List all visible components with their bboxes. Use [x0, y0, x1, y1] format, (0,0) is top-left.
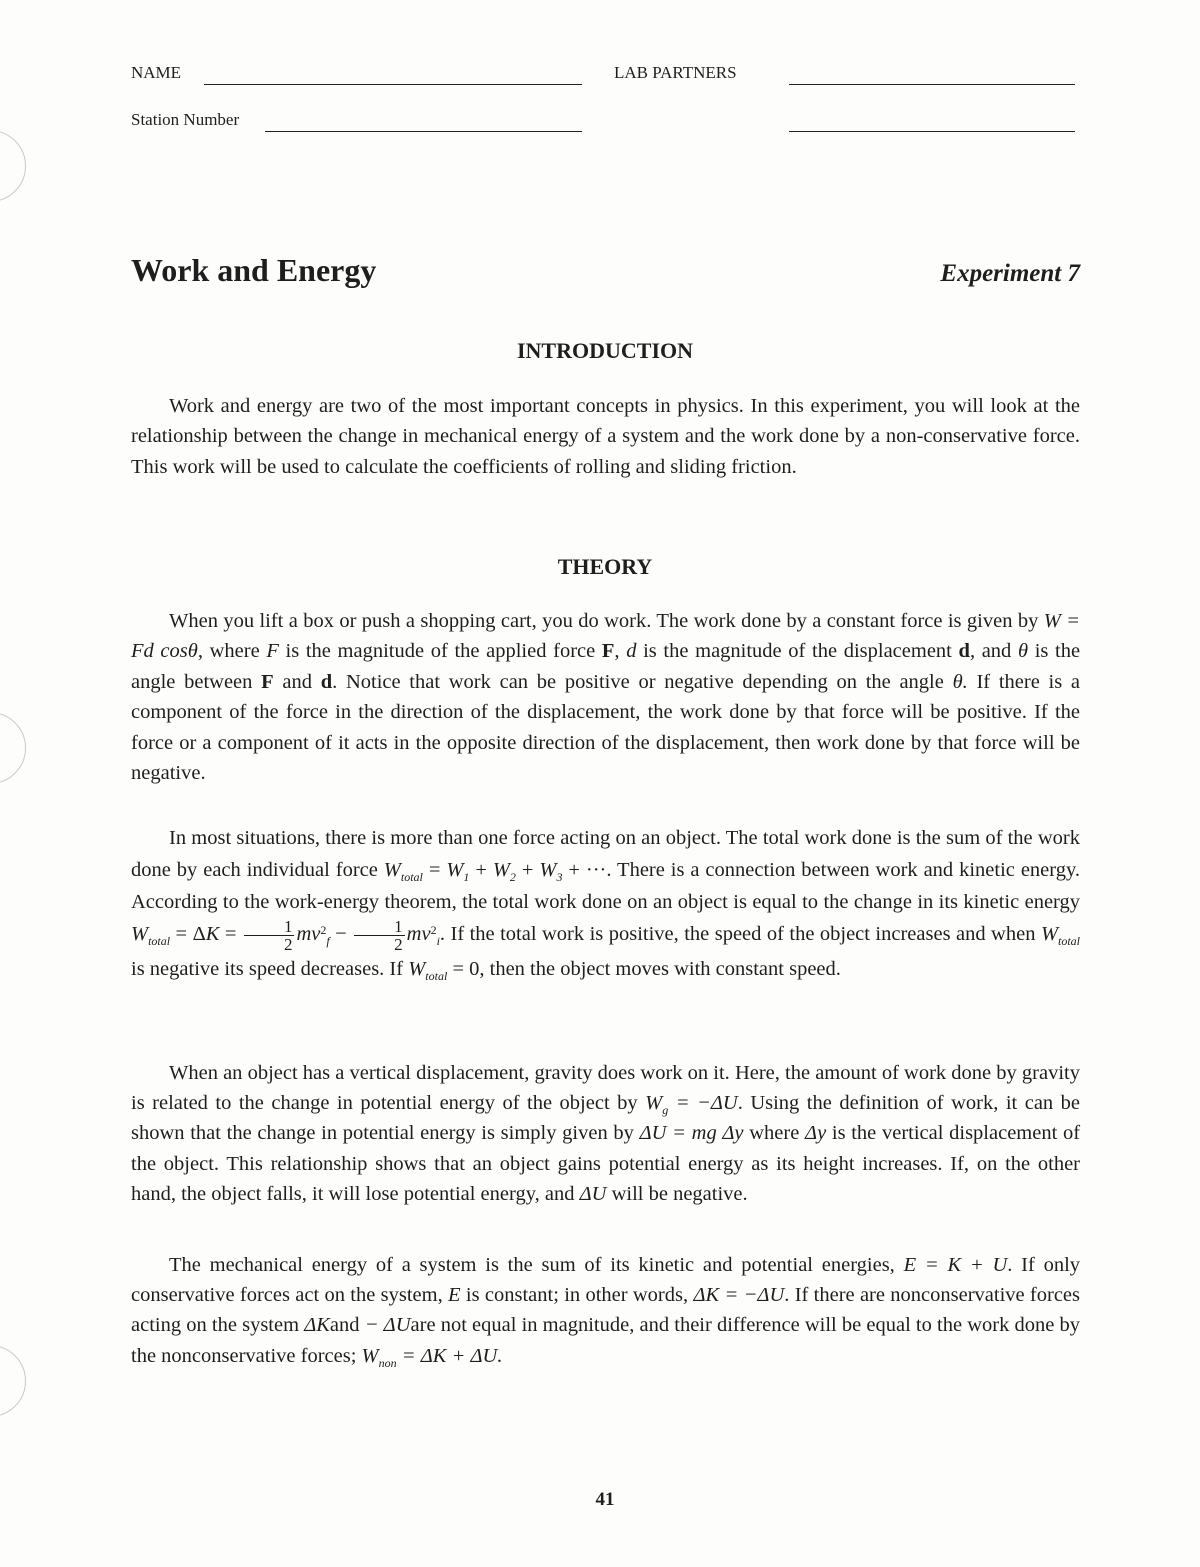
introduction-heading: INTRODUCTION — [516, 338, 694, 363]
text: , — [614, 640, 620, 663]
minus-delta-u-symbol: − ΔU — [364, 1314, 411, 1337]
work-energy-equation: $W_{total} = \Delta K$ = $\frac{1}{2}$ $mv^2_f$ − $\frac{1}{2}$ $mv^2_i$ — [131, 917, 440, 954]
text: will be negative. — [611, 1182, 748, 1205]
name-label: NAME — [131, 63, 182, 82]
theory-paragraph-3 — [131, 1058, 1080, 1209]
text: and — [329, 1314, 360, 1337]
text: is the magnitude of the applied force — [285, 640, 596, 663]
delta-y-symbol: Δy — [805, 1122, 827, 1145]
vector-d: d — [958, 640, 970, 663]
text: where — [749, 1122, 800, 1145]
work-sum-equation: $W_{total} = W_1 + W_2 + W_3$ + ··· — [383, 859, 607, 884]
theory-paragraph-2 — [131, 822, 1080, 985]
text: = 0, then the object moves with constant speed. — [452, 958, 841, 980]
station-number-field[interactable] — [265, 131, 582, 132]
theory-paragraph-1 — [131, 606, 1080, 788]
text: is the magnitude of the displacement — [643, 640, 952, 663]
text: are not equal in magnitude, and their difference will be equal to the work done by the nonconservative forces; — [131, 1314, 1080, 1367]
potential-energy-equation: ΔU = mg Δy — [639, 1122, 744, 1145]
text: . If the total work is positive, the speed of the object increases and when — [439, 923, 1036, 946]
work-equation: W = Fd cosθ — [131, 610, 1080, 663]
theory-paragraph-4 — [131, 1250, 1080, 1371]
symbol-theta: θ — [1017, 640, 1029, 663]
document-title: Work and Energy — [131, 252, 377, 288]
punch-hole-top — [0, 130, 26, 202]
w-total-symbol: $W_{total}$ — [408, 958, 448, 983]
text: . Notice that work can be positive or negative depending on the angle — [332, 670, 944, 693]
text: and — [282, 670, 312, 693]
text: , where — [197, 640, 260, 663]
vector-f: F — [261, 670, 274, 693]
text: . Using the definition of work, it can be shown that the change in potential energy is simply given by — [131, 1092, 1081, 1145]
symbol-theta: θ. — [952, 670, 968, 693]
punch-hole-bottom — [0, 1345, 26, 1417]
text: The mechanical energy of a system is the sum of its kinetic and potential energies, — [169, 1254, 895, 1276]
text: . If there are nonconservative forces acting on the system — [131, 1284, 1081, 1337]
station-number-label: Station Number — [131, 110, 240, 129]
text: is the angle between — [131, 640, 1081, 693]
vector-d: d — [320, 670, 333, 693]
text: is negative its speed decreases. If — [131, 958, 404, 980]
punch-hole-middle — [0, 712, 26, 784]
gravity-work-equation: $W_g = -\Delta U$ — [645, 1092, 738, 1118]
text: , and — [969, 640, 1012, 663]
delta-k-symbol: ΔK — [304, 1314, 330, 1337]
text: is the vertical displacement of the object. This relationship shows that an object gains potential energy as its height increases. If, on the other hand, the object falls, it will lose potential energy, and — [131, 1122, 1081, 1205]
text: In most situations, there is more than one force acting on an object. The total work done is the sum of the work done by each individual force — [131, 827, 1080, 881]
w-total-symbol: $W_{total}$ — [1040, 923, 1081, 949]
theory-heading: THEORY — [557, 554, 653, 579]
lab-partners-field-1[interactable] — [789, 84, 1075, 85]
conservation-equation: ΔK = −ΔU — [693, 1284, 785, 1307]
vector-f: F — [601, 640, 615, 663]
text: When an object has a vertical displacement, gravity does work on it. Here, the amount of work done by gravity is related to the change in potential energy of the object by — [131, 1062, 1080, 1115]
lab-partners-label: LAB PARTNERS — [614, 63, 737, 82]
symbol-d: d — [626, 640, 637, 663]
text: If there is a component of the force in the direction of the displacement, the work done by that force will be positive. If the force or a component of it acts in the opposite direction of the displacement, then work done by that force will be negative. — [131, 670, 1081, 785]
text: When you lift a box or push a shopping cart, you do work. The work done by a constant force is given by — [169, 610, 1039, 632]
lab-partners-field-2[interactable] — [789, 131, 1075, 132]
nonconservative-work-equation: $W_{non} = \Delta K + \Delta U$. — [361, 1344, 503, 1370]
experiment-number: Experiment 7 — [940, 260, 1080, 287]
text: is constant; in other words, — [465, 1284, 689, 1307]
delta-u-symbol: ΔU — [579, 1182, 607, 1205]
mechanical-energy-equation: E = K + U — [903, 1254, 1008, 1276]
text: . If only conservative forces act on the system, — [131, 1254, 1081, 1307]
page-number: 41 — [595, 1489, 615, 1510]
symbol-e: E — [448, 1284, 461, 1307]
text: . There is a connection between work and kinetic energy. According to the work-energy theorem, the total work done on an object is equal to the change in its kinetic energy — [131, 859, 1081, 913]
introduction-paragraph: Work and energy are two of the most important concepts in physics. In this experiment, you will look at the relationship between the change in mechanical energy of a system and the work done by a non-conservative force. This work will be used to calculate the coefficients of rolling and sliding friction. — [131, 395, 1080, 478]
symbol-f: F — [266, 640, 279, 663]
name-field[interactable] — [204, 84, 582, 85]
